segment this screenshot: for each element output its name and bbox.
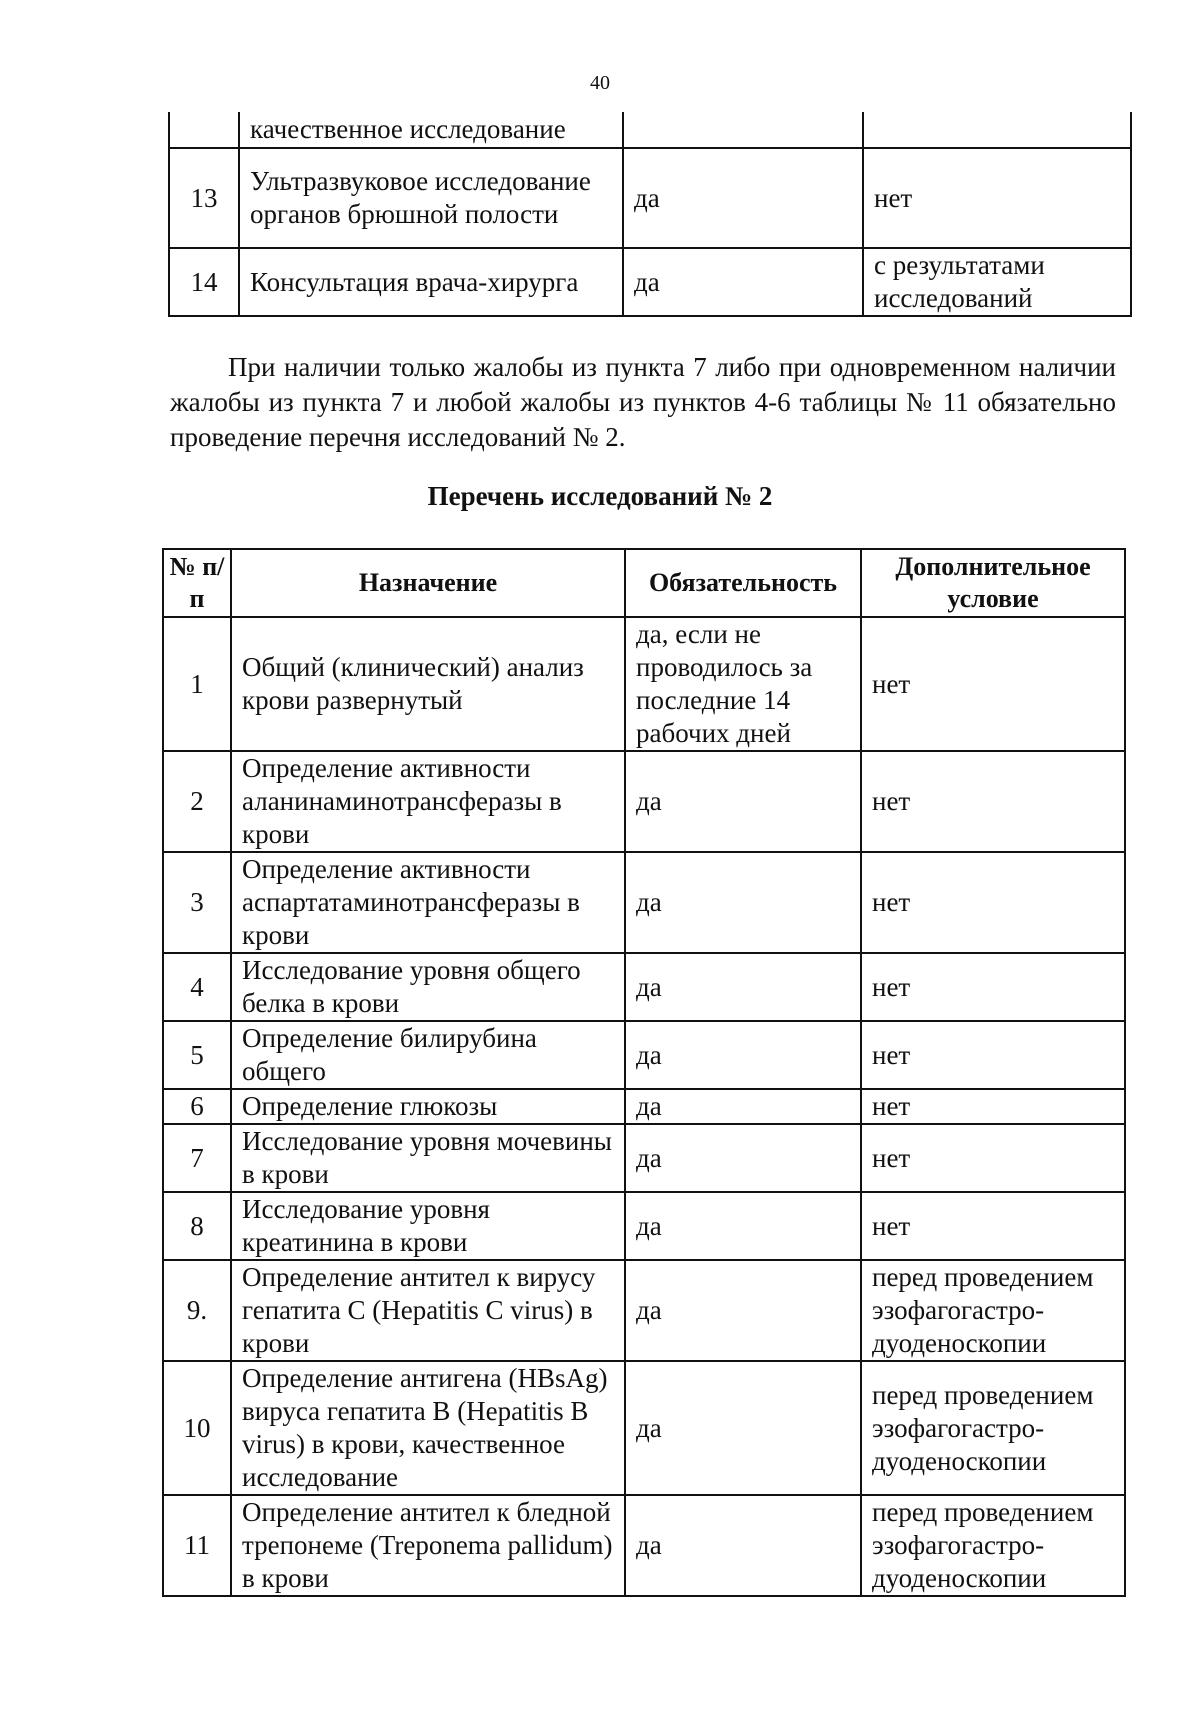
header-condition: Дополнительное условие [861,549,1125,617]
condition-value: нет [861,751,1125,852]
procedure-name: Определение активности аланинаминотрансферазы в крови [231,751,625,852]
condition-value: с результатами исследований [863,248,1131,316]
condition-value: нет [861,953,1125,1021]
required-value: да [625,751,861,852]
table-row [163,1361,1125,1495]
table-row [169,248,1131,316]
header-number: № п/п [163,549,231,617]
table-row [163,953,1125,1021]
required-value: да [625,953,861,1021]
row-number: 3 [163,852,231,953]
required-value: да [625,852,861,953]
investigations-table [162,548,1126,1597]
continuation-table [168,112,1132,317]
condition-value: перед проведением эзофагогастро-дуоденоскопии [861,1361,1125,1495]
required-value: да [625,1361,861,1495]
table-row [163,1089,1125,1124]
required-value: да [625,1192,861,1260]
header-name: Назначение [231,549,625,617]
section-title: Перечень исследований № 2 [427,481,773,511]
row-number [169,112,239,148]
row-number: 13 [169,148,239,248]
required-value: да [625,1021,861,1089]
procedure-name: Определение активности аспартатаминотрансферазы в крови [231,852,625,953]
row-number: 7 [163,1124,231,1192]
table-row [163,1192,1125,1260]
condition-value: нет [861,1124,1125,1192]
row-number: 1 [163,617,231,751]
table-row [163,852,1125,953]
row-number: 2 [163,751,231,852]
required-value: да [625,1089,861,1124]
row-number: 8 [163,1192,231,1260]
table-row [163,1260,1125,1361]
table-row [163,751,1125,852]
procedure-name: Ультразвуковое исследование органов брюшной полости [239,148,623,248]
procedure-name: Определение антител к бледной трепонеме (Treponema pallidum) в крови [231,1495,625,1596]
condition-value: нет [861,1089,1125,1124]
header-required: Обязательность [625,549,861,617]
row-number: 5 [163,1021,231,1089]
table-row [169,148,1131,248]
procedure-name: Исследование уровня креатинина в крови [231,1192,625,1260]
condition-value: нет [861,617,1125,751]
procedure-name: Общий (клинический) анализ крови развернутый [231,617,625,751]
condition-value: нет [861,852,1125,953]
table-row [163,617,1125,751]
row-number: 11 [163,1495,231,1596]
condition-value: нет [863,148,1131,248]
row-number: 9. [163,1260,231,1361]
procedure-name: Исследование уровня общего белка в крови [231,953,625,1021]
table-row [163,1495,1125,1596]
required-value: да [625,1495,861,1596]
page-number: 40 [590,72,610,94]
required-value: да [623,248,863,316]
required-value: да, если не проводилось за последние 14 рабочих дней [625,617,861,751]
procedure-name: Консультация врача-хирурга [239,248,623,316]
table-row [163,1124,1125,1192]
condition-value: перед проведением эзофагогастро-дуоденоскопии [861,1260,1125,1361]
table-row [169,112,1131,148]
body-paragraph: При наличии только жалобы из пункта 7 либо при одновременном наличии жалобы из пункта 7 и любой жалобы из пунктов 4-6 таблицы № 11 обязательно проведение перечня исследований № 2. [170,352,1116,452]
required-value [623,112,863,148]
procedure-name: Исследование уровня мочевины в крови [231,1124,625,1192]
condition-value: нет [861,1192,1125,1260]
condition-value [863,112,1131,148]
required-value: да [625,1124,861,1192]
row-number: 6 [163,1089,231,1124]
procedure-name: Определение антигена (HBsAg) вируса гепатита B (Hepatitis B virus) в крови, качественное исследование [231,1361,625,1495]
row-number: 14 [169,248,239,316]
procedure-name: Определение антител к вирусу гепатита C (Hepatitis C virus) в крови [231,1260,625,1361]
row-number: 4 [163,953,231,1021]
table-header-row [163,549,1125,617]
required-value: да [623,148,863,248]
condition-value: нет [861,1021,1125,1089]
procedure-name: Определение глюкозы [231,1089,625,1124]
required-value: да [625,1260,861,1361]
condition-value: перед проведением эзофагогастро-дуоденоскопии [861,1495,1125,1596]
procedure-name: Определение билирубина общего [231,1021,625,1089]
table-row [163,1021,1125,1089]
row-number: 10 [163,1361,231,1495]
procedure-name: качественное исследование [239,112,623,148]
